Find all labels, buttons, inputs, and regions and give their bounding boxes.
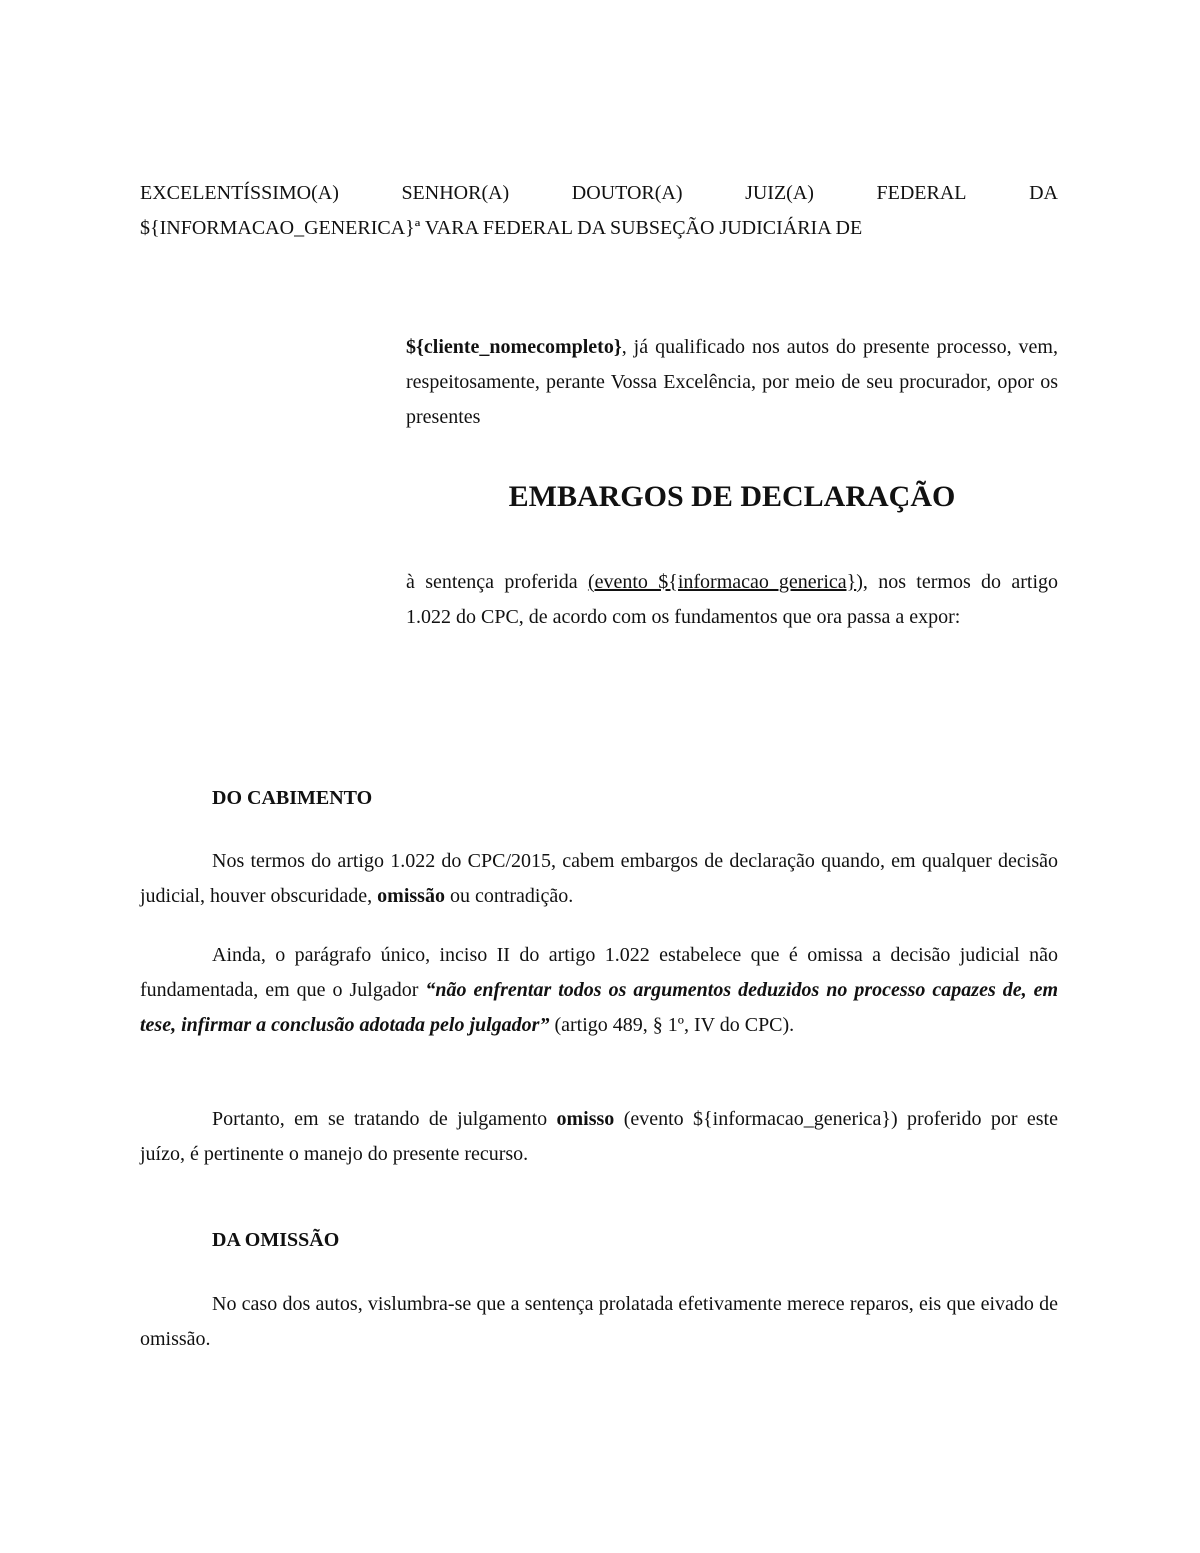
address-word: SENHOR(A) [401,182,510,204]
legal-quote: “não enfrentar todos os argumentos deduzidos no processo capazes de, em tese, infirmar a conclusão adotada pelo julgador” [140,979,1058,1036]
intro-paragraph [406,330,1058,435]
paragraph-text: (artigo 489, § 1º, IV do CPC). [549,1014,795,1036]
paragraph-text: Portanto, em se tratando de julgamento [212,1108,557,1130]
address-word: FEDERAL [876,182,967,204]
address-word: JUIZ(A) [745,182,814,204]
intro-text: , já qualificado nos autos do presente processo, vem, respeitosamente, perante Vossa Excelência, por meio de seu procurador, opor os presentes [406,336,1058,428]
document-title: EMBARGOS DE DECLARAÇÃO [508,480,956,513]
paragraph-text: ou contradição. [444,885,574,907]
after-title-prefix: à sentença proferida [406,571,588,593]
address-word: EXCELENTÍSSIMO(A) [140,182,339,204]
after-title-paragraph [406,565,1058,635]
omissao-paragraph-1: No caso dos autos, vislumbra-se que a sentença prolatada efetivamente merece reparos, eis que eivado de omissão. [140,1293,1058,1350]
emphasis-omisso: omisso [556,1108,615,1130]
client-name-placeholder: ${cliente_nomecompleto} [406,336,622,358]
paragraph-text: (evento ${informacao_generica}) proferido por este juízo, é pertinente o manejo do presente recurso. [140,1108,1058,1165]
after-title-suffix: ), nos termos do artigo 1.022 do CPC, de acordo com os fundamentos que ora passa a expor: [406,571,1059,628]
event-reference: (evento ${informacao_generica} [587,571,857,593]
cabimento-paragraph-2 [140,938,1058,1043]
address-word: DOUTOR(A) [571,182,683,204]
paragraph-text: Nos termos do artigo 1.022 do CPC/2015, cabem embargos de declaração quando, em qualquer decisão judicial, houver obscuridade, [140,850,1058,907]
emphasis-omissao: omissão [377,885,445,907]
court-address-line-2: ${INFORMACAO_GENERICA}ª VARA FEDERAL DA SUBSEÇÃO JUDICIÁRIA DE [140,217,863,239]
court-address-line-1 [140,176,1058,211]
cabimento-paragraph-3 [140,1102,1058,1172]
section-heading-cabimento: DO CABIMENTO [212,787,373,809]
court-address [140,176,1058,246]
cabimento-paragraph-1 [140,844,1058,914]
address-word: DA [1029,182,1058,204]
paragraph-text: Ainda, o parágrafo único, inciso II do artigo 1.022 estabelece que é omissa a decisão judicial não fundamentada, em que o Julgador [140,944,1058,1001]
section-heading-omissao: DA OMISSÃO [212,1229,340,1251]
